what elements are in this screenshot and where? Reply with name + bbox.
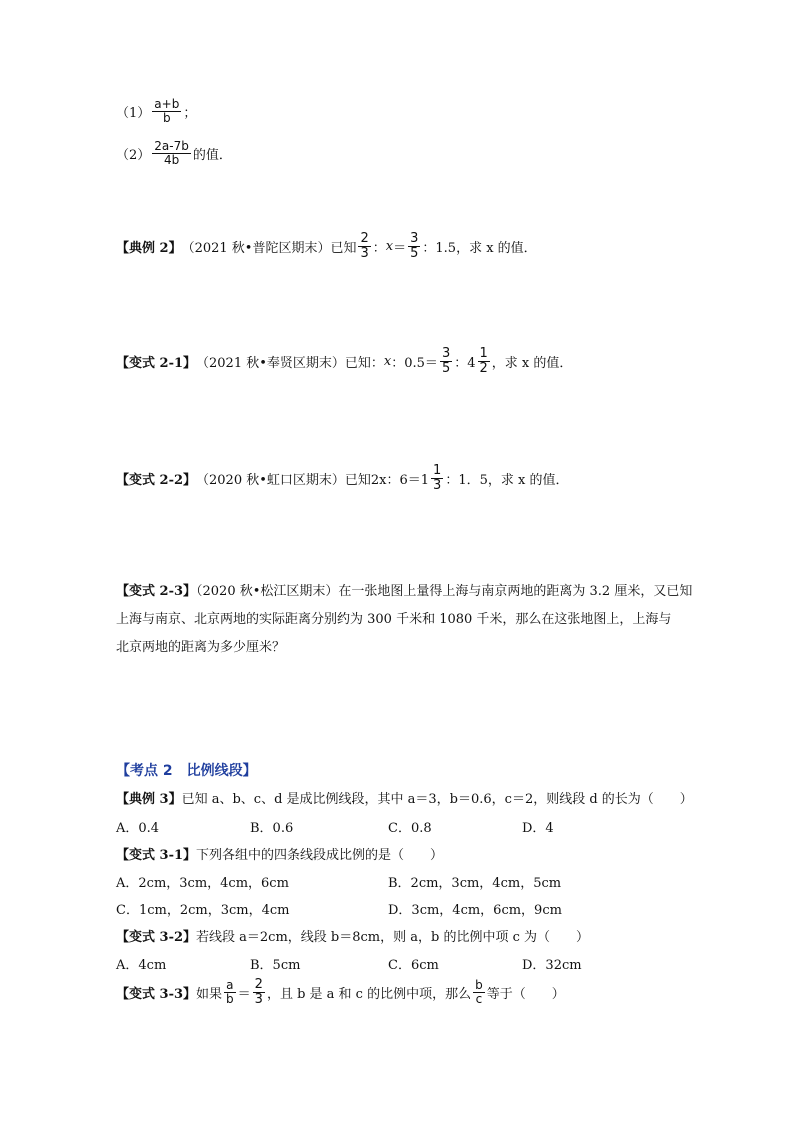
variant-2-3-line-1 xyxy=(116,578,716,606)
variant-3-2-tag: 【变式 3-2】 xyxy=(116,930,197,945)
variant-3-1-choice-b: B．2cm，3cm，4cm，5cm xyxy=(388,876,562,891)
fraction-numerator: 2 xyxy=(254,977,263,992)
fraction-denominator: 2 xyxy=(479,360,488,376)
variant-3-2-text: 若线段 a＝2cm，线段 b＝8cm，则 a，b 的比例中项 c 为（ ） xyxy=(196,930,589,945)
variable-x: x xyxy=(383,353,392,369)
variant-3-3-fraction-1 xyxy=(224,979,236,1005)
variant-2-3-line-2: 上海与南京、北京两地的实际距离分别约为 300 千米和 1080 千米，那么在这张地图上，上海与 xyxy=(116,612,672,627)
variant-2-1-source: （2021 秋•奉贤区期末）已知： xyxy=(196,355,384,371)
variant-3-1-choice-a: A．2cm，3cm，4cm，6cm xyxy=(116,876,289,891)
variant-3-1 xyxy=(116,844,443,863)
variant-3-2-choice-c: C．6cm xyxy=(388,958,439,973)
example-2-tail: ：1.5，求 x 的值． xyxy=(422,240,537,256)
item-2-tail: 的值． xyxy=(192,147,232,163)
fraction-denominator: c xyxy=(475,991,483,1006)
equals: ＝ xyxy=(237,986,251,1002)
mixed-whole: ：4 xyxy=(454,355,476,371)
item-1-fraction xyxy=(152,98,181,124)
example-3-choice-d: D．4 xyxy=(522,821,554,836)
fraction-numerator: 3 xyxy=(441,346,451,361)
variant-3-1-choice-c: C．1cm，2cm，3cm，4cm xyxy=(116,903,290,918)
variant-2-1 xyxy=(116,347,572,375)
item-2-label: （2） xyxy=(116,147,151,163)
fraction-denominator: 5 xyxy=(441,360,451,376)
equals-part: ：0.5＝ xyxy=(391,355,438,371)
section-heading: 【考点 2 比例线段】 xyxy=(116,763,257,779)
variant-3-3 xyxy=(116,978,565,1006)
variant-3-1-tag: 【变式 3-1】 xyxy=(116,848,197,863)
example-3-choice-b: B．0.6 xyxy=(250,821,294,836)
fraction-numerator: a xyxy=(226,978,234,993)
fraction-numerator: 1 xyxy=(479,346,488,361)
item-2-numerator: 2a-7b xyxy=(154,139,189,153)
variant-3-3-pre: 如果 xyxy=(196,986,223,1002)
variant-2-1-tag: 【变式 2-1】 xyxy=(116,355,197,371)
variant-2-3-text-1: （2020 秋•松江区期末）在一张地图上量得上海与南京两地的距离为 3.2 厘米，又已知 xyxy=(196,584,693,599)
item-2-fraction xyxy=(152,140,191,166)
variant-3-3-tag: 【变式 3-3】 xyxy=(116,986,197,1002)
variant-2-2-fraction xyxy=(431,464,443,492)
variant-3-3-fraction-2 xyxy=(253,978,265,1006)
example-3 xyxy=(116,788,693,807)
variant-2-2-tag: 【变式 2-2】 xyxy=(116,472,197,488)
fraction-denominator: 3 xyxy=(254,991,263,1007)
example-2-source: （2021 秋•普陀区期末）已知 xyxy=(181,240,357,256)
variant-2-3 xyxy=(116,578,716,662)
item-1-label: （1） xyxy=(116,105,151,121)
variable-x: x xyxy=(385,238,394,254)
variant-3-2-choice-b: B．5cm xyxy=(250,958,301,973)
fraction-denominator: b xyxy=(226,991,234,1006)
example-2 xyxy=(116,232,537,260)
variant-2-1-fraction-2 xyxy=(478,347,490,375)
variant-3-3-fraction-3 xyxy=(473,979,485,1005)
variant-2-1-fraction-1 xyxy=(440,347,452,375)
variant-3-3-mid: ，且 b 是 a 和 c 的比例中项，那么 xyxy=(266,986,472,1002)
fraction-numerator: b xyxy=(475,978,483,993)
example-3-text: 已知 a、b、c、d 是成比例线段，其中 a＝3，b＝0.6，c＝2，则线段 d 的长为（ ） xyxy=(181,792,693,807)
variant-2-1-tail: ，求 x 的值． xyxy=(491,355,573,371)
item-2 xyxy=(116,140,232,166)
example-3-choice-a: A．0.4 xyxy=(116,821,160,836)
equals: ＝ xyxy=(393,240,407,256)
variant-2-2-source: （2020 秋•虹口区期末）已知2x：6＝1 xyxy=(196,472,430,488)
item-1-numerator: a+b xyxy=(154,97,180,111)
example-2-fraction-2 xyxy=(408,232,420,260)
variant-2-3-tag: 【变式 2-3】 xyxy=(116,584,197,599)
item-1-denominator: b xyxy=(162,110,171,125)
variant-3-3-tail: 等于（ ） xyxy=(486,986,565,1002)
variant-2-3-line-3: 北京两地的距离为多少厘米？ xyxy=(116,640,286,655)
example-3-choice-c: C．0.8 xyxy=(388,821,432,836)
fraction-numerator: 2 xyxy=(360,231,369,246)
variant-3-1-choice-d: D．3cm，4cm，6cm，9cm xyxy=(388,903,562,918)
item-2-denominator: 4b xyxy=(163,152,180,167)
variant-2-2 xyxy=(116,464,568,492)
variant-3-2-choice-a: A．4cm xyxy=(116,958,167,973)
fraction-numerator: 3 xyxy=(410,231,419,246)
variant-3-2-choice-d: D．32cm xyxy=(522,958,582,973)
fraction-denominator: 5 xyxy=(410,245,419,261)
fraction-denominator: 3 xyxy=(433,477,442,493)
example-3-tag: 【典例 3】 xyxy=(116,792,182,807)
variant-3-1-text: 下列各组中的四条线段成比例的是（ ） xyxy=(196,848,444,863)
colon: ： xyxy=(372,240,386,256)
example-2-fraction-1 xyxy=(358,232,370,260)
item-1-tail: ； xyxy=(183,105,197,121)
variant-2-2-tail: ：1．5，求 x 的值． xyxy=(445,472,569,488)
item-1 xyxy=(116,98,196,124)
fraction-numerator: 1 xyxy=(433,463,442,478)
fraction-denominator: 3 xyxy=(360,245,369,261)
example-2-tag: 【典例 2】 xyxy=(116,240,182,256)
variant-3-2 xyxy=(116,926,589,945)
